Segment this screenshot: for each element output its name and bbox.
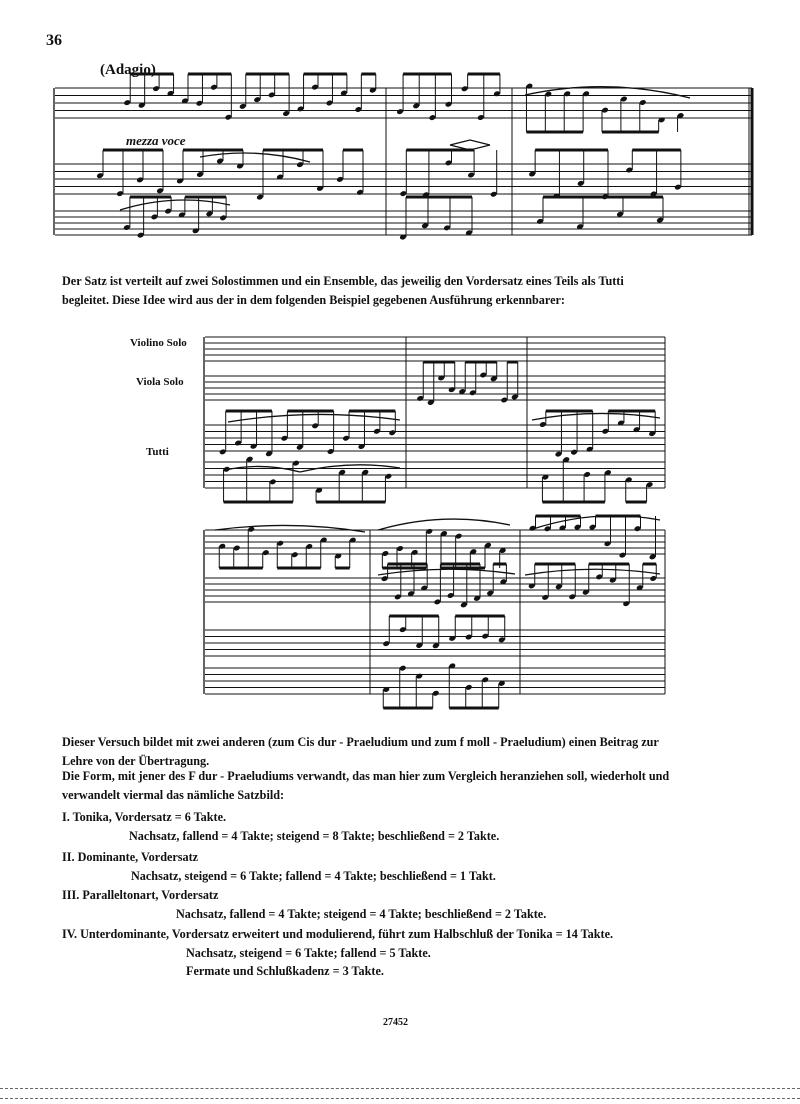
paragraph-form-line-2: verwandelt viermal das nämliche Satzbild: [62,788,285,802]
form-list-item-2-line: Nachsatz, steigend = 6 Takte; fallend = 4 Takte; beschließend = 1 Takt. [131,869,496,883]
form-list-item-1-head: I. Tonika, Vordersatz = 6 Takte. [62,810,227,824]
page-number: 36 [46,32,62,49]
slur [225,466,300,472]
paragraph-intro-line-1: Der Satz ist verteilt auf zwei Solostimmen und ein Ensemble, das jeweilig den Vordersatz eines Teils als Tutti [62,274,624,288]
form-list-item-3-head: III. Paralleltonart, Vordersatz [62,888,219,902]
paragraph-intro-line-2: begleitet. Diese Idee wird aus der in dem folgenden Beispiel gegebenen Ausführung erkennbarer: [62,293,565,307]
slur [378,519,510,530]
scan-edge-line [0,1098,800,1099]
paragraph-form-line-1: Die Form, mit jener des F dur - Praeludiums verwandt, das man hier zum Vergleich heranziehen soll, wiederholt und [62,769,670,783]
slur [532,413,660,420]
slur [200,153,310,162]
tempo-marking: (Adagio) [100,62,156,78]
paragraph-versuch-line-1: Dieser Versuch bildet mit zwei anderen (zum Cis dur - Praeludium und zum f moll - Praeludium) einen Beitrag zur [62,735,659,749]
slur [378,569,515,575]
slur [215,525,365,532]
form-list-item-4-line-2: Fermate und Schlußkadenz = 3 Takte. [186,964,384,978]
slur [228,414,400,422]
instrument-label-tutti: Tutti [146,446,169,458]
plate-number: 27452 [383,1017,408,1028]
form-list-item-4-head: IV. Unterdominante, Vordersatz erweitert und modulierend, führt zum Halbschluß der Tonika = 14 Takte. [62,927,614,941]
form-list-item-2-head: II. Dominante, Vordersatz [62,850,199,864]
form-list-item-3-line: Nachsatz, fallend = 4 Takte; steigend = 4 Takte; beschließend = 2 Takte. [176,907,547,921]
dynamic-marking: mezza voce [126,133,186,148]
instrument-label-violin: Violino Solo [130,337,187,349]
form-list-item-4-line-1: Nachsatz, steigend = 6 Takte; fallend = 5 Takte. [186,946,431,960]
instrument-label-viola: Viola Solo [136,376,184,388]
scan-edge-line [0,1088,800,1089]
slur [525,569,660,575]
form-list-item-1-line: Nachsatz, fallend = 4 Takte; steigend = 8 Takte; beschließend = 2 Takte. [129,829,500,843]
slur [120,200,230,210]
paragraph-versuch-line-2: Lehre von der Übertragung. [62,754,210,768]
